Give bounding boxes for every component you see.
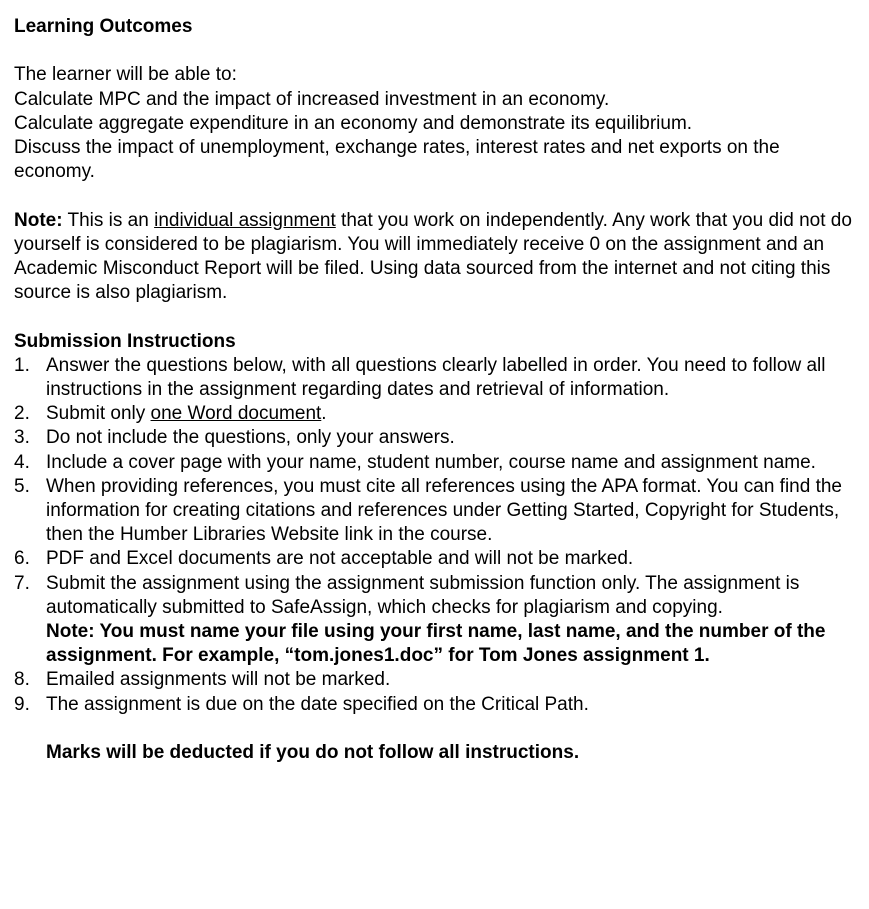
document-page — [14, 15, 854, 765]
list-item-text: PDF and Excel documents are not acceptable and will not be marked. — [46, 548, 634, 570]
list-item-text-before: Submit only — [46, 403, 151, 425]
list-item — [14, 475, 854, 548]
list-item-text: The assignment is due on the date specified on the Critical Path. — [46, 693, 589, 715]
learning-outcomes-heading: Learning Outcomes — [14, 16, 193, 37]
list-item — [14, 572, 854, 669]
list-item-number: 4. — [14, 451, 30, 473]
list-item-number: 7. — [14, 572, 30, 594]
list-item-number: 9. — [14, 693, 30, 715]
list-item — [14, 451, 854, 475]
list-item — [14, 693, 854, 717]
note-text-after: that you work on independently. Any work that you did not do yourself is considered to be plagiarism. You will immediately receive 0 on the assignment and an Academic Misconduct Report will be filed. Using data sourced from the internet and not citing this source is also plagiarism. — [14, 209, 852, 304]
list-item-text-after: . — [321, 403, 327, 425]
list-item-underlined: one Word document — [150, 403, 322, 425]
list-item-text: When providing references, you must cite all references using the APA format. You can find the information for creating citations and references under Getting Started, Copyright for Students, then the Humber Libraries Website link in the course. — [46, 475, 842, 546]
list-item-text: Do not include the questions, only your answers. — [46, 427, 455, 449]
list-item-number: 5. — [14, 475, 30, 497]
submission-list — [14, 354, 854, 717]
list-item — [14, 354, 854, 402]
submission-heading: Submission Instructions — [14, 330, 236, 352]
learning-outcomes-intro: The learner will be able to: — [14, 64, 237, 86]
list-item — [14, 426, 854, 450]
learning-outcome-line: Discuss the impact of unemployment, exchange rates, interest rates and net exports on the economy. — [14, 137, 780, 183]
list-item-number: 1. — [14, 354, 30, 376]
spacer — [14, 184, 854, 208]
list-item-text: Emailed assignments will not be marked. — [46, 669, 391, 691]
list-item — [14, 547, 854, 571]
marks-deducted-note: Marks will be deducted if you do not follow all instructions. — [46, 742, 580, 764]
list-item-text: Include a cover page with your name, student number, course name and assignment name. — [46, 451, 816, 473]
note-label: Note: — [14, 209, 63, 231]
list-item-number: 6. — [14, 548, 30, 570]
spacer — [14, 717, 854, 741]
file-naming-note: Note: You must name your file using your first name, last name, and the number of the assignment. For example, “tom.jones1.doc” for Tom Jones assignment 1. — [46, 621, 826, 667]
learning-outcome-line: Calculate MPC and the impact of increased investment in an economy. — [14, 88, 610, 110]
list-item-number: 3. — [14, 427, 30, 449]
spacer — [14, 39, 854, 63]
list-item — [14, 668, 854, 692]
spacer — [14, 305, 854, 329]
learning-outcome-line: Calculate aggregate expenditure in an economy and demonstrate its equilibrium. — [14, 112, 693, 134]
list-item-text: Answer the questions below, with all questions clearly labelled in order. You need to follow all instructions in the assignment regarding dates and retrieval of information. — [46, 354, 826, 400]
list-item-number: 2. — [14, 403, 30, 425]
list-item — [14, 402, 854, 426]
list-item-text: Submit the assignment using the assignment submission function only. The assignment is automatically submitted to SafeAssign, which checks for plagiarism and copying. — [46, 572, 800, 618]
list-item-number: 8. — [14, 669, 30, 691]
plagiarism-note — [14, 209, 854, 306]
note-text-before: This is an — [62, 209, 155, 231]
note-underlined-text: individual assignment — [154, 209, 336, 231]
